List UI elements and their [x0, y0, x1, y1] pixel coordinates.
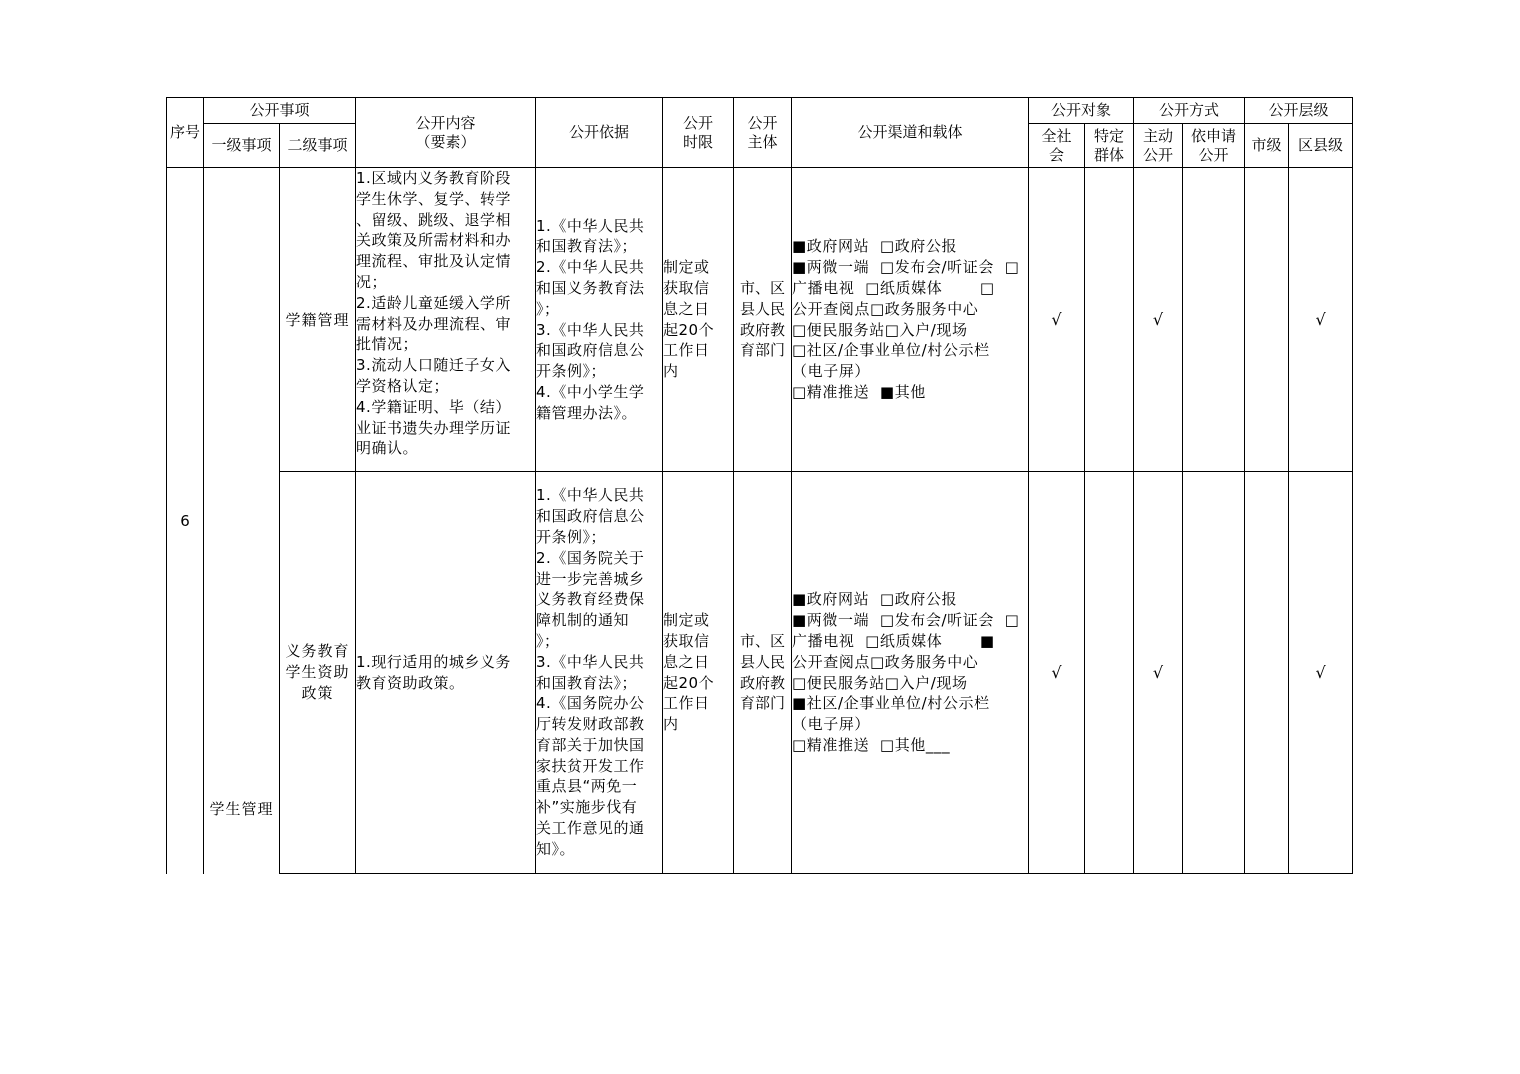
table-row — [167, 168, 1353, 472]
header-subject: 公开 主体 — [734, 98, 792, 168]
table-row — [167, 472, 1353, 874]
header-time: 公开 时限 — [663, 98, 734, 168]
header-target: 公开对象 — [1029, 98, 1134, 124]
header-method-request: 依申请 公开 — [1183, 124, 1245, 168]
row-channel: ■政府网站 □政府公报 ■两微一端 □发布会/听证会 □ 广播电视 □纸质媒体 ■ 公开查阅点□政务服务中心 □便民服务站□入户/现场 ■社区/企事业单位/村公示栏 （电子屏） □精准推送 □其他___ — [792, 472, 1029, 874]
row-method-active-check: √ — [1134, 168, 1183, 472]
header-item-l1: 一级事项 — [204, 124, 280, 168]
row-target-specific-check — [1085, 168, 1134, 472]
header-level-county: 区县级 — [1289, 124, 1353, 168]
row-method-active-check: √ — [1134, 472, 1183, 874]
header-item-l2: 二级事项 — [280, 124, 356, 168]
row-content: 1.现行适用的城乡义务 教育资助政策。 — [356, 472, 536, 874]
header-level: 公开层级 — [1245, 98, 1353, 124]
row-target-all-check: √ — [1029, 168, 1085, 472]
header-row-1 — [167, 98, 1353, 124]
disclosure-table — [166, 97, 1353, 874]
header-method: 公开方式 — [1134, 98, 1245, 124]
row-time: 制定或 获取信 息之日 起20个 工作日 内 — [663, 472, 734, 874]
row-channel: ■政府网站 □政府公报 ■两微一端 □发布会/听证会 □ 广播电视 □纸质媒体 □ 公开查阅点□政务服务中心 □便民服务站□入户/现场 □社区/企事业单位/村公示栏 （电子屏） □精准推送 ■其他 — [792, 168, 1029, 472]
row-level-county-check: √ — [1289, 472, 1353, 874]
row-item-l2: 义务教育 学生资助 政策 — [280, 472, 356, 874]
row-item-l2: 学籍管理 — [280, 168, 356, 472]
row-target-specific-check — [1085, 472, 1134, 874]
header-method-active: 主动 公开 — [1134, 124, 1183, 168]
header-content: 公开内容 （要素） — [356, 98, 536, 168]
row-method-request-check — [1183, 168, 1245, 472]
header-items: 公开事项 — [204, 98, 356, 124]
row-item-l1: 学生管理 — [204, 168, 280, 874]
row-level-city-check — [1245, 472, 1289, 874]
row-target-all-check: √ — [1029, 472, 1085, 874]
row-basis: 1.《中华人民共 和国教育法》； 2.《中华人民共 和国义务教育法 》； 3.《中华人民共 和国政府信息公 开条例》； 4.《中小学生学 籍管理办法》。 — [536, 168, 663, 472]
row-level-county-check: √ — [1289, 168, 1353, 472]
row-method-request-check — [1183, 472, 1245, 874]
row-subject: 市、区 县人民 政府教 育部门 — [734, 168, 792, 472]
row-time: 制定或 获取信 息之日 起20个 工作日 内 — [663, 168, 734, 472]
header-target-specific: 特定 群体 — [1085, 124, 1134, 168]
header-target-all: 全社 会 — [1029, 124, 1085, 168]
row-basis: 1.《中华人民共 和国政府信息公 开条例》； 2.《国务院关于 进一步完善城乡 义务教育经费保 障机制的通知 》； 3.《中华人民共 和国教育法》； 4.《国务院办公 厅转发财政部教 育部关于加快国 家扶贫开发工作 重点县“两免一 补”实施步伐有 关工作意见的通 知》。 — [536, 472, 663, 874]
row-seq: 6 — [167, 168, 204, 874]
row-content: 1.区域内义务教育阶段 学生休学、复学、转学 、留级、跳级、退学相 关政策及所需材料和办 理流程、审批及认定情 况； 2.适龄儿童延缓入学所 需材料及办理流程、审 批情况； 3.流动人口随迁子女入 学资格认定； 4.学籍证明、毕（结） 业证书遗失办理学历证 明确认。 — [356, 168, 536, 472]
row-level-city-check — [1245, 168, 1289, 472]
row-subject: 市、区 县人民 政府教 育部门 — [734, 472, 792, 874]
header-basis: 公开依据 — [536, 98, 663, 168]
header-channel: 公开渠道和载体 — [792, 98, 1029, 168]
header-level-city: 市级 — [1245, 124, 1289, 168]
header-seq: 序号 — [167, 98, 204, 168]
